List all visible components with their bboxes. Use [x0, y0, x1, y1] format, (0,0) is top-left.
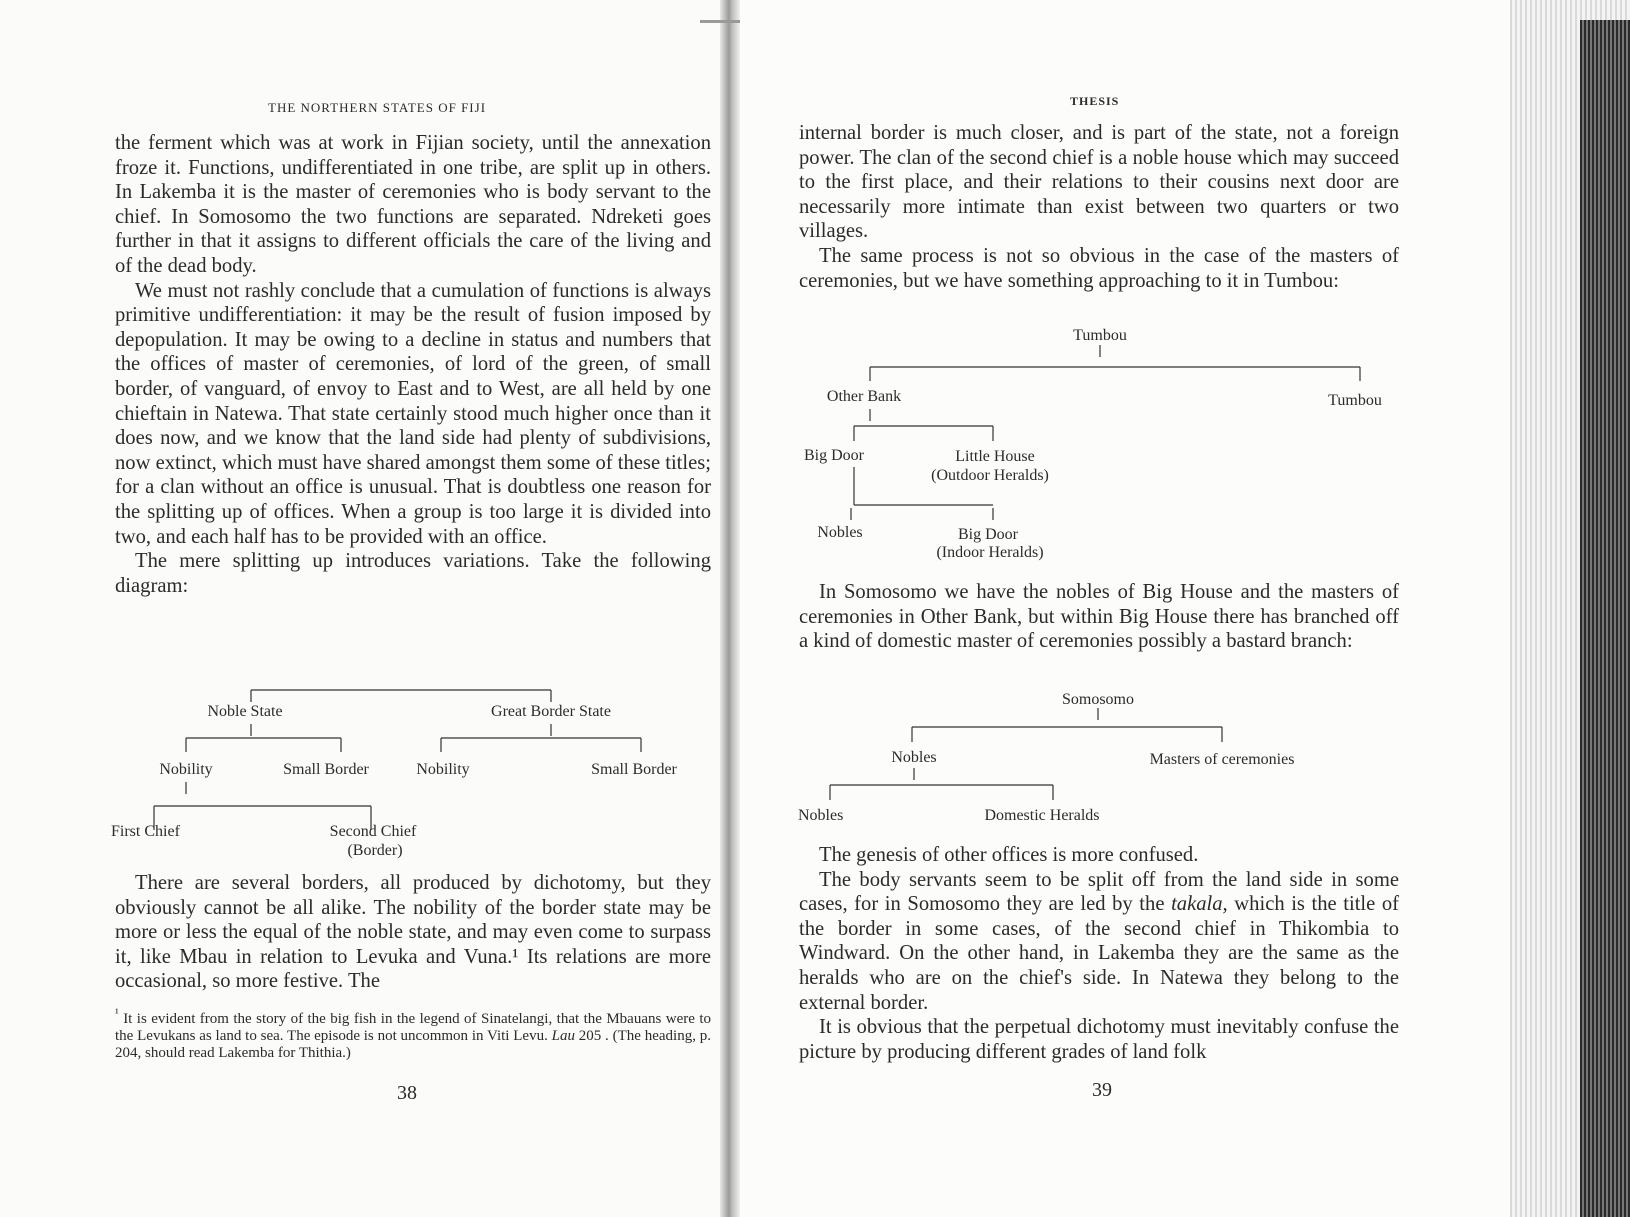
diagram-somosomo-nobles: Nobles: [891, 749, 937, 766]
diagram-small-border-1: Small Border: [283, 761, 369, 778]
body-servants-text-b: which is the title of the border in some cases, of the second chief in Thikombia to Windward. On the other hand, in Lakemba they are the same as the heralds who are on the chief's side. In Natewa they belong to the external border.: [799, 893, 1400, 1014]
right-running-head: THESIS: [1070, 94, 1120, 108]
diagram-great-border-state: Great Border State: [491, 703, 611, 720]
diagram-masters-of-ceremonies: Masters of ceremonies: [1149, 751, 1295, 768]
left-body-text-bottom: [115, 871, 711, 994]
paragraph-borders: There are several borders, all produced by dichotomy, but they obviously cannot be all alike. The nobility of the border state may be more or less the equal of the noble state, and may even come to surpass it, like Mbau in relation to Levuka and Vuna.¹ Its relations are more occasional, so more festive. The: [115, 872, 711, 993]
right-body-text-middle: [799, 580, 1399, 654]
somosomo-diagram: [800, 690, 1400, 830]
diagram-nobility-1: Nobility: [159, 761, 213, 778]
diagram-domestic-heralds: Domestic Heralds: [984, 807, 1100, 824]
diagram-big-door-2: Big Door: [958, 526, 1018, 543]
right-body-text-bottom: [799, 843, 1399, 1064]
diagram-nobility-2: Nobility: [416, 761, 470, 778]
diagram-big-door-2-note: (Indoor Heralds): [936, 544, 1044, 561]
diagram-little-house-note: (Outdoor Heralds): [931, 467, 1049, 484]
diagram-somosomo-nobles-2: Nobles: [798, 807, 844, 824]
book-cover-edge: [1580, 20, 1630, 1217]
diagram-tumbou-branch: Tumbou: [1328, 392, 1382, 409]
left-body-text: [115, 131, 711, 598]
diagram-nobles: Nobles: [817, 524, 863, 541]
border-state-diagram: [105, 680, 715, 870]
left-page-number: 38: [397, 1082, 417, 1104]
paragraph-cumulation: We must not rashly conclude that a cumulation of functions is always primitive undifferentiation: it may be the result of fusion imposed by depopulation. It may be owing to a decline in status and numbers that the offices of master of ceremonies, of lord of the green, of small border, of vanguard, of envoy to East and to West, are all held by one chieftain in Natewa. That state certainly stood much higher once than it does now, and we know that the land side had plenty of subdivisions, now extinct, which must have shared amongst them some of these titles; for a clan without an office is unusual. That is doubtless one reason for the splitting up of offices. When a group is too large it is divided into two, and each half has to be provided with an office.: [115, 279, 711, 548]
footnote: [115, 1005, 711, 1062]
paragraph-ferment: the ferment which was at work in Fijian society, until the annexation froze it. Functions, undifferentiated in one tribe, are split up in others. In Lakemba it is the master of ceremonies who is body servant to the chief. In Somosomo the two functions are separated. Ndreketi goes further in that it assigns to different officials the care of the living and of the dead body.: [115, 132, 711, 277]
right-body-text: [799, 121, 1399, 293]
paragraph-genesis: The genesis of other offices is more confused.: [819, 844, 1199, 866]
footnote-citation: Lau: [551, 1028, 575, 1044]
paragraph-body-servants: [799, 868, 1399, 1016]
diagram-first-chief: First Chief: [111, 823, 180, 840]
paragraph-masters-process: The same process is not so obvious in the case of the masters of ceremonies, but we have something approaching to it in Tumbou:: [799, 244, 1399, 292]
tumbou-diagram: [804, 325, 1410, 565]
book-gutter: [720, 0, 740, 1217]
footnote-text-1: It is evident from the story of the big fish in the legend of Sinatelangi, that the Mbauans were to the Levukans as land to sea. The episode is not uncommon in Viti Levu.: [115, 1011, 711, 1044]
diagram-little-house: Little House: [955, 448, 1035, 465]
diagram-second-chief: Second Chief: [329, 823, 417, 840]
term-takala: takala,: [1171, 893, 1228, 916]
paragraph-internal-border: internal border is much closer, and is part of the state, not a foreign power. The clan of the second chief is a noble house which may succeed to the first place, and their relations to their cousins next door are necessarily more intimate than exist between two quarters or two villages.: [799, 122, 1399, 243]
right-page-number: 39: [1092, 1079, 1112, 1101]
body-servants-text-a: The body servants seem to be split off from the land side in some cases, for in Somosomo they are led by the: [799, 868, 1399, 916]
diagram-small-border-2: Small Border: [591, 761, 677, 778]
diagram-tumbou-root: Tumbou: [1073, 327, 1127, 344]
paragraph-splitting: The mere splitting up introduces variations. Take the following diagram:: [115, 550, 711, 597]
diagram-second-chief-note: (Border): [347, 842, 403, 859]
footnote-marker: ¹: [115, 1006, 119, 1020]
diagram-somosomo-root: Somosomo: [1061, 691, 1135, 708]
paragraph-somosomo: In Somosomo we have the nobles of Big House and the masters of ceremonies in Other Bank, but within Big House there has branched off a kind of domestic master of ceremonies possibly a bastard branch:: [799, 581, 1399, 653]
footnote-text-2: 205 . (The heading, p. 204, should read Lakemba for Thithia.): [115, 1028, 711, 1061]
diagram-noble-state: Noble State: [207, 703, 283, 720]
paragraph-dichotomy: It is obvious that the perpetual dichotomy must inevitably confuse the picture by producing different grades of land folk: [799, 1016, 1399, 1063]
diagram-other-bank: Other Bank: [826, 388, 902, 405]
left-running-head: THE NORTHERN STATES OF FIJI: [268, 100, 487, 115]
diagram-big-door: Big Door: [804, 447, 864, 464]
